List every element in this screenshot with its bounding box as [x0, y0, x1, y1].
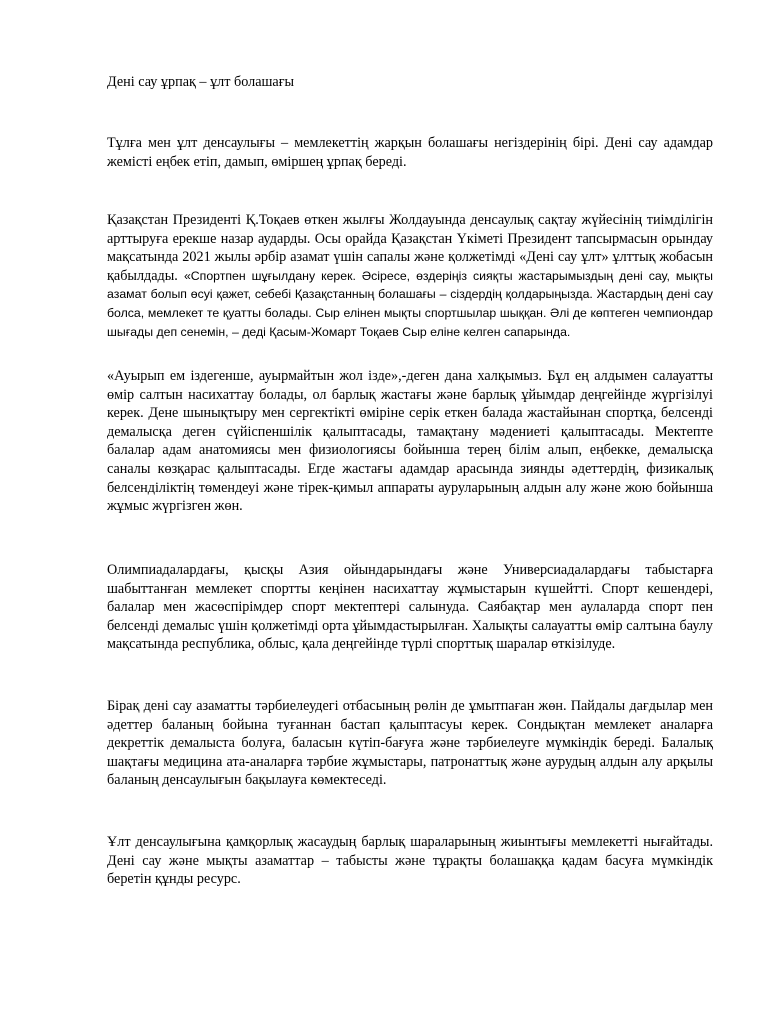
paragraph-1: Тұлға мен ұлт денсаулығы – мемлекеттің жарқын болашағы негіздерінің бірі. Дені сау адамдар жемісті еңбек етіп, дамып, өміршең ұрпақ береді.	[107, 135, 713, 170]
paragraph-6: Ұлт денсаулығына қамқорлық жасаудың барлық шараларының жиынтығы мемлекетті нығайтады. Дені сау және мықты азаматтар – табысты және тұрақты болашаққа қадам басуға мүмкіндік беретін құнды ресурс.	[107, 834, 713, 888]
paragraph-3: «Ауырып ем іздегенше, ауырмайтын жол ізде»,-деген дана халқымыз. Бұл ең алдымен салауатты өмір салтын насихаттау болады, ол барлық жастағы және барлық ұйымдар деңгейінде жүргізілуі керек. Дене шынықтыру мен сергектікті өміріне серік еткен балада жастайынан спортқа, белсенді демалысқа деген сүйіспеншілік қалыптасады, тамақтану мәдениеті қалыптасады. Мектепте балалар адам анатомиясы мен физиологиясы бойынша терең білім алып, еңбекке, демалысқа саналы көзқарас қалыптасады. Егде жастағы адамдар арасында зиянды әдеттердің, физикалық белсенділіктің төмендеуі және тірек-қимыл аппараты ауруларының алдын алу және жою бойынша жұмыс жүргізген жөн.	[107, 368, 713, 515]
paragraph-4: Олимпиадалардағы, қысқы Азия ойындарындағы және Универсиадалардағы табыстарға шабыттанған мемлекет спортты кеңінен насихаттау жұмыстарын күшейтті. Спорт кешендері, балалар мен жасөспірімдер спорт мектептері салынуда. Саябақтар мен аулаларда спорт пен белсенді демалыс үшін қолжетімді орта ұйымдастырылған. Халықты салауатты өмір салтына баулу мақсатында республика, облыс, қала деңгейінде түрлі спорттық шаралар өткізілуде.	[107, 562, 713, 653]
paragraph-2-text: Қазақстан Президенті Қ.Тоқаев өткен жылғы Жолдауында денсаулық сақтау жүйесінің тиімділігін арттыруға ерекше назар аударды. Осы орайда Қазақстан Үкіметі Президент тапсырмасын орындау мақсатында 2021 жылы әрбір азамат үшін сапалы және қолжетімді «Дені сау ұлт» ұлттық жобасын қабылдады.	[107, 212, 713, 284]
paragraph-2	[107, 211, 713, 341]
president-quote: «Спортпен шұғылдану керек. Әсіресе, өздеріңіз сияқты жастарымыздың дені сау, мықты азамат болып өсуі қажет, себебі Қазақстанның болашағы – сіздердің қолдарыңызда. Жастардың дені сау болса, мемлекет те қуатты болады. Сыр елінен мықты спортшылар шыққан. Әлі де көптеген чемпиондар шығады деп сенемін, – деді Қасым-Жомарт Тоқаев Сыр еліне келген сапарында.	[107, 268, 713, 339]
document-title: Дені сау ұрпақ – ұлт болашағы	[107, 74, 295, 90]
paragraph-5: Бірақ дені сау азаматты тәрбиелеудегі отбасының рөлін де ұмытпаған жөн. Пайдалы дағдылар мен әдеттер баланың бойына туғаннан бастап қалыптасуы керек. Сондықтан мемлекет аналарға декреттік демалыста болуға, баласын күтіп-бағуға және тәрбиелеуге мүмкіндік береді. Балалық шақтағы медицина ата-аналарға тәрбие жұмыстары, патронаттық және аурудың алдын алу арқылы баланың денсаулығын бақылауға көмектеседі.	[107, 698, 713, 789]
